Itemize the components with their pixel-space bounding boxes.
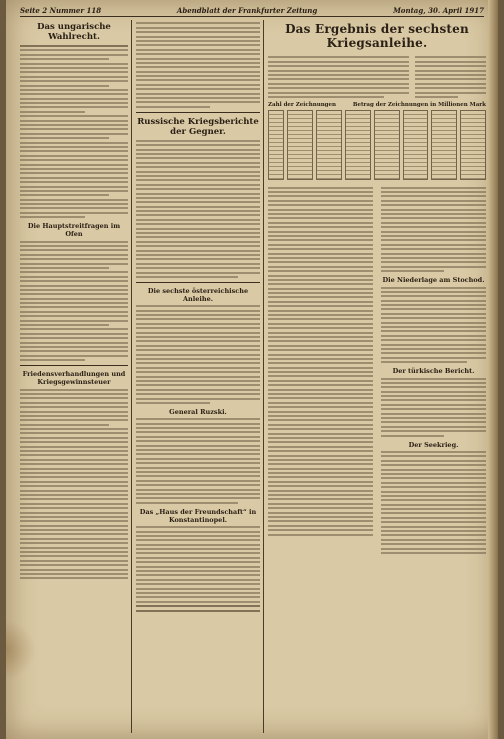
table-column (345, 110, 371, 180)
article-body (20, 389, 128, 580)
table-column (287, 110, 313, 180)
header-left: Seite 2 Nummer 118 (20, 5, 102, 15)
column-3 (268, 20, 486, 733)
table-column (316, 110, 342, 180)
column-1 (20, 20, 128, 733)
article-title: Russische Kriegsberichte der Gegner. (137, 116, 259, 137)
article-body (136, 418, 260, 503)
article-body (136, 305, 260, 404)
header-right: Montag, 30. April 1917 (393, 5, 484, 15)
section-rule (20, 365, 128, 366)
column-rule (263, 20, 264, 733)
column-rule (131, 20, 132, 733)
page-edge (488, 0, 498, 739)
page-header (20, 4, 484, 17)
subscription-table (268, 110, 486, 180)
article-body (381, 451, 486, 554)
article-subhead: Der türkische Bericht. (392, 367, 475, 376)
column-3-right (381, 184, 486, 556)
paper-stain (6, 620, 36, 680)
table-column (460, 110, 486, 180)
article-body (268, 184, 373, 556)
article-body (136, 526, 260, 611)
article-intro (268, 54, 486, 100)
table-title: Betrag der Zeichnungen in Millionen Mark (352, 102, 486, 109)
article-subhead: Die Niederlage am Stochod. (382, 276, 485, 285)
article-title: Das ungarische Wahlrecht. (37, 22, 111, 42)
table-column (374, 110, 400, 180)
article-body (381, 287, 486, 364)
article-body (381, 187, 486, 272)
article-title: Das Ergebnis der sechsten Kriegsanleihe. (285, 22, 469, 50)
section-rule (136, 112, 260, 113)
column-2 (136, 20, 260, 733)
article-subhead: General Ruzski. (169, 407, 227, 416)
table-titles (268, 102, 486, 108)
article-subhead: Der Seekrieg. (408, 440, 459, 449)
article-body (20, 241, 128, 362)
article-subhead: Friedensverhandlungen und Kriegsgewinnsteuer (22, 370, 126, 387)
article-body (136, 140, 260, 278)
article-subhead: Die Hauptstreitfragen im Ofen (27, 222, 121, 239)
header-center: Abendblatt der Frankfurter Zeitung (176, 5, 318, 15)
article-subhead: Das „Haus der Freundschaft“ in Konstantinopel. (139, 507, 257, 524)
article-body (381, 378, 486, 437)
column-3-body (268, 184, 486, 556)
table-column (268, 110, 284, 180)
section-rule (136, 282, 260, 283)
table-title: Zahl der Zeichnungen (268, 102, 337, 109)
article-body (136, 22, 260, 107)
table-column (403, 110, 429, 180)
article-body (20, 45, 128, 218)
table-column (431, 110, 457, 180)
newspaper-page (6, 0, 498, 739)
article-subhead: Die sechste österreichische Anleihe. (147, 286, 249, 303)
